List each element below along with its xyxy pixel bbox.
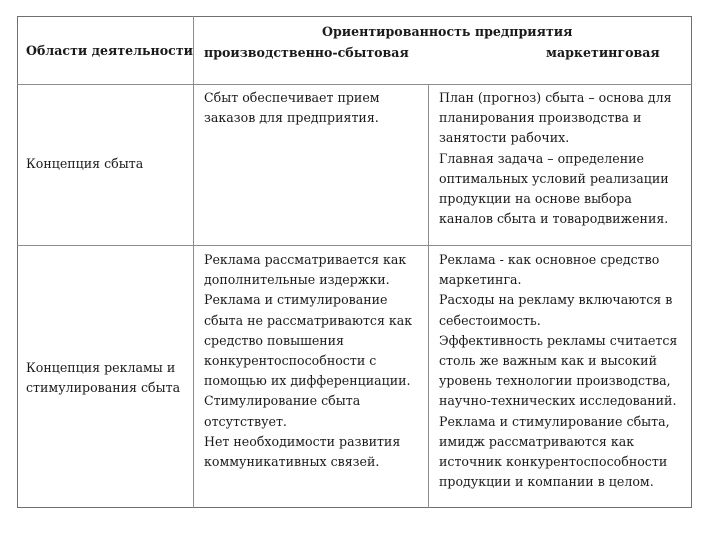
text-line: Расходы на рекламу включаются в [439,292,673,308]
column-divider-1 [193,16,194,508]
text-line: каналов сбыта и товародвижения. [439,211,669,227]
text-line: сбыта не рассматриваются как [204,312,413,328]
header-marketing: маркетинговая [546,45,660,60]
text-line: заказов для предприятия. [204,110,379,126]
text-line: Нет необходимости развития [204,433,401,449]
text-line: Реклама и стимулирование сбыта, [439,413,670,429]
header-production-sales: производственно-сбытовая [204,45,409,60]
header-orientation-group: Ориентированность предприятия [322,24,573,39]
column-divider-2 [428,85,429,508]
text-line: Стимулирование сбыта [204,393,361,409]
text-line: отсутствует. [204,413,287,429]
text-line: Эффективность рекламы считается [439,332,678,348]
row1-production-text [204,88,380,128]
header-divider [17,84,692,85]
text-line: средство повышения [204,332,345,348]
text-line: продукции на основе выбора [439,191,632,207]
text-line: столь же важным как и высокий [439,353,657,369]
text-line: занятости рабочих. [439,130,570,146]
row2-marketing-text [439,250,677,492]
row-label-sales-concept: Концепция сбыта [26,156,144,171]
row1-marketing-text [439,88,672,229]
header-areas-of-activity: Области деятельности [26,43,193,58]
text-line: Реклама - как основное средство [439,252,660,267]
text-line: источник конкурентоспособности [439,454,668,470]
text-line: имидж рассматриваются как [439,433,635,449]
text-line: маркетинга. [439,272,522,288]
text-line: научно-технических исследований. [439,393,677,409]
text-line: Реклама и стимулирование [204,292,388,308]
text-line: дополнительные издержки. [204,272,390,288]
text-line: продукции и компании в целом. [439,474,654,490]
text-line: помощью их дифференциации. [204,373,411,389]
text-line: Главная задача – определение [439,150,644,166]
text-line: оптимальных условий реализации [439,170,669,186]
text-line: Реклама рассматривается как [204,252,407,267]
text-line: стимулирования сбыта [26,380,181,396]
text-line: себестоимость. [439,312,541,328]
text-line: Сбыт обеспечивает прием [204,90,380,105]
text-line: планирования производства и [439,110,642,126]
text-line: конкурентоспособности с [204,353,377,369]
row2-production-text [204,250,412,472]
row-divider [17,245,692,246]
row-label-advertising-concept [26,358,180,398]
text-line: План (прогноз) сбыта – основа для [439,90,672,105]
text-line: коммуникативных связей. [204,454,380,470]
text-line: Концепция рекламы и [26,360,176,375]
text-line: уровень технологии производства, [439,373,671,389]
